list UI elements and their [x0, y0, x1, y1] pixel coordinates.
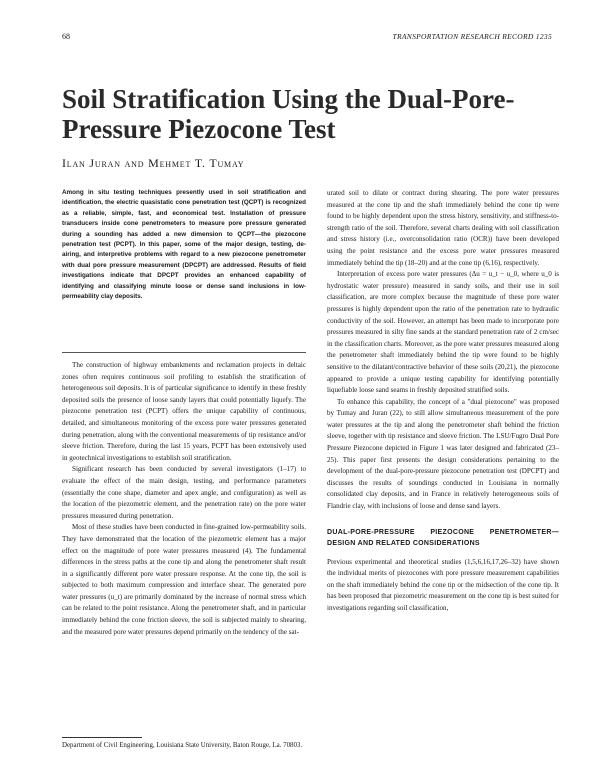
body-right-column: [327, 188, 559, 615]
affiliation-footnote: Department of Civil Engineering, Louisiana State University, Baton Rouge, La. 70803.: [62, 742, 303, 749]
body-paragraph: Previous experimental and theoretical studies (1,5,6,16,17,26–32) have shown the individual merits of piezocones with pore pressure measurement capabilities on the shaft immediately behind the cone tip or the midsection of the cone tip. It has been proposed that piezometric measurement on the cone tip is best suited for investigations regarding soil classification,: [327, 557, 559, 612]
body-paragraph: urated soil to dilate or contract during shearing. The pore water pressures measured at the cone tip and the shaft immediately behind the cone tip were found to be highly dependent upon the stress history, sensitivity, and stiffness-to-strength ratio of the soil. Therefore, several charts dealing with soil classification and stress history (i.e., overconsolidation ratio (OCR)) have been developed using the point resistance and the excess pore water pressures measured immediately behind the tip (18–20) and at the cone tip (6,16), respectively.: [327, 189, 559, 267]
abstract: Among in situ testing techniques presently used in soil stratification and identification, the electric quasistatic cone penetration test (QCPT) is recognized as a reliable, simple, fast, and economical test. Installation of pressure transducers inside cone penetrometers to measure pore pressure generated during a sounding has added a new dimension to QCPT—the piezocone penetration test (PCPT). In this paper, some of the major design, testing, de-airing, and interpretive problems with regard to a new piezocone penetrometer with dual pore pressure measurement (DPCPT) are addressed. Results of field investigations indicate that DPCPT provides an enhanced capability of identifying and classifying minute loose or dense sand inclusions in low-permeability clay deposits.: [62, 189, 306, 301]
page-number: 68: [62, 32, 70, 41]
abstract-divider: [62, 352, 306, 353]
body-left-column: [62, 360, 306, 638]
body-paragraph: Significant research has been conducted by several investigators (1–17) to evaluate the effect of the main design, testing, and performance parameters (essentially the cone shape, diameter and apex angle, and configuration) as well as the location of the piezometric element, and the penetration rate) on the pore water pressures measured during penetration.: [62, 465, 306, 520]
body-paragraph: Most of these studies have been conducted in fine-grained low-permeability soils. They have demonstrated that the location of the piezometric element has a major effect on the magnitude of pore water pressures measured (4). The fundamental differences in the stress paths at the cone tip and along the penetrometer shaft result in a significantly different pore water pressure response. At the cone tip, the soil is subjected to both maximum compression and interface shear. The generated pore water pressures (u_t) are primarily dominated by the increase of normal stress which can be related to the point resistance. Along the penetrometer shaft, and in particular immediately behind the cone friction sleeve, the soil is subjected mainly to shearing, and the measured pore water pressures depend primarily on the tendency of the sat-: [62, 523, 306, 636]
body-paragraph: Interpretation of excess pore water pressures (Δu = u_t − u_0, where u_0 is hydrostatic water pressure) measured in sandy soils, and their use in soil classification, are more complex because the magnitude of these pore water pressures is highly dependent upon the ratio of the penetration rate to hydraulic conductivity of the soil. However, an attempt has been made to incorporate pore pressures measured in silty fine sands at the standard penetration rate of 2 cm/sec in the classification charts. Moreover, as the pore water pressures measured along the penetrometer shaft immediately behind the tip were found to be highly sensitive to the dilatant/contractive behavior of these soils (20,21), the piezocone appeared to provide a unique testing capability for identifying potentially liquefiable loose sand seams in freshly deposited stratified soils.: [327, 270, 559, 395]
body-paragraph: To enhance this capability, the concept of a "dual piezocone" was proposed by Tumay and Juran (22), to still allow simultaneous measurement of the pore water pressures at the tip and along the penetrometer shaft behind the friction sleeve, together with tip resistance and sleeve friction. The LSU/Fugro Dual Pore Pressure Piezocone depicted in Figure 1 was later designed and fabricated (23–25). This paper first presents the design considerations pertaining to the development of the dual-pore-pressure piezocone penetration test (DPCPT) and discusses the results of soundings conducted in Louisiana in normally consolidated clay deposits, and in France in relatively heterogeneous soils of Flandrie clay, with inclusions of loose and dense sand layers.: [327, 397, 559, 511]
footnote-divider: [62, 737, 142, 738]
author-line: Ilan Juran and Mehmet T. Tumay: [62, 156, 245, 170]
paper-title: Soil Stratification Using the Dual-Pore-Pressure Piezocone Test: [62, 84, 515, 144]
section-heading: DUAL-PORE-PRESSURE PIEZOCONE PENETROMETER—DESIGN AND RELATED CONSIDERATIONS: [327, 528, 559, 547]
body-paragraph: The construction of highway embankments and reclamation projects in deltaic zones often requires continuous soil profiling to establish the stratification of heterogeneous soil deposits. It is of particular significance to identify in these freshly deposited soils the presence of loose sandy layers that could potentially liquefy. The piezocone penetration test (PCPT) offers the unique capability of continuous, detailed, and simultaneous monitoring of the excess pore water pressures generated during penetration, along with the conventional measurements of tip resistance and/or sleeve friction. Therefore, during the last 15 years, PCPT has been extensively used in geotechnical investigations to establish soil stratification.: [62, 361, 306, 462]
running-head: TRANSPORTATION RESEARCH RECORD 1235: [392, 32, 552, 41]
